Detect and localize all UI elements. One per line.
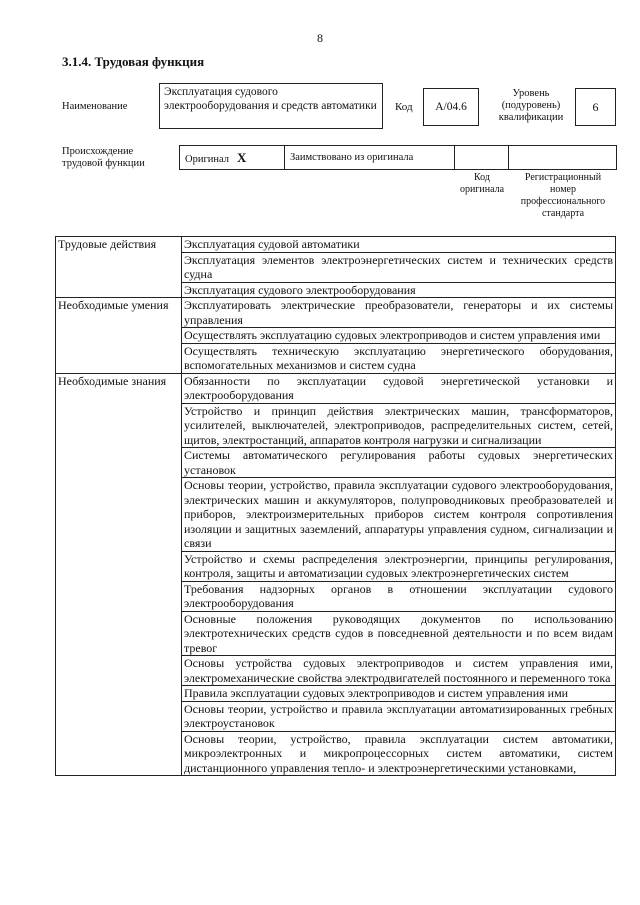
knowledge-item: Основы теории, устройство, правила эксплуатации систем автоматики, микроэлектронных и микропроцессорных систем автоматики, систем дистанционного управления тепло- и электроэнергетическими установками, (182, 731, 616, 776)
page-number: 8 (317, 31, 323, 45)
knowledge-item: Устройство и схемы распределения электроэнергии, принципы регулирования, контроля, защиты и автоматизации судовых электроэнергетических систем (182, 551, 616, 581)
code-label: Код (395, 101, 413, 113)
origin-code-cell (455, 146, 509, 170)
origin-reg-caption-line-4: стандарта (541, 208, 585, 219)
table-row (56, 237, 616, 253)
table-row (56, 373, 616, 403)
origin-reg-caption-line-2: номер (550, 184, 576, 195)
knowledge-item: Основы устройства судовых электроприводов и систем управления ими, электромеханические свойства электродвигателей постоянного и переменного тока (182, 656, 616, 686)
function-table (55, 236, 616, 776)
action-item: Эксплуатация судового электрооборудования (182, 282, 616, 298)
origin-code-caption (455, 172, 509, 196)
origin-code-caption-line-1: Код (474, 172, 490, 183)
origin-original-cell (180, 146, 285, 170)
level-label-line-3: квалификации (498, 112, 564, 123)
level-label-line-1: Уровень (512, 88, 550, 99)
origin-reg-caption-line-3: профессионального (520, 196, 606, 207)
origin-label-line-2: трудовой функции (62, 158, 145, 169)
knowledge-category-cell (56, 373, 182, 776)
borrowed-label: Заимствовано из оригинала (290, 152, 414, 163)
table-row (56, 298, 616, 328)
knowledge-item: Обязанности по эксплуатации судовой энергетической установки и электрооборудования (182, 373, 616, 403)
skills-category-cell (56, 298, 182, 374)
actions-category-label: Трудовые действия (58, 237, 157, 251)
level-value: 6 (592, 100, 599, 114)
origin-label-line-1: Происхождение (62, 146, 134, 157)
level-label (492, 88, 570, 124)
code-value: A/04.6 (435, 101, 467, 113)
origin-reg-caption-line-1: Регистрационный (524, 172, 602, 183)
name-value-box (159, 83, 383, 129)
knowledge-item: Правила эксплуатации судовых электроприводов и систем управления ими (182, 686, 616, 702)
name-label: Наименование (62, 101, 128, 112)
level-label-line-2: (подуровень) (501, 100, 561, 111)
skill-item: Эксплуатировать электрические преобразователи, генераторы и их системы управления (182, 298, 616, 328)
action-item: Эксплуатация судовой автоматики (182, 237, 616, 253)
section-title: 3.1.4. Трудовая функция (62, 54, 205, 69)
skill-item: Осуществлять техническую эксплуатацию энергетического оборудования, вспомогательных механизмов и систем судна (182, 343, 616, 373)
knowledge-item: Устройство и принцип действия электрических машин, трансформаторов, усилителей, выключателей, электроприводов, распределительных систем, сетей, щитов, электростанций, аппаратов контроля нагрузки и сигнализации (182, 403, 616, 448)
name-value: Эксплуатация судового электрооборудования и средств автоматики (164, 86, 377, 112)
knowledge-category-label: Необходимые знания (58, 373, 167, 388)
level-value-box (575, 88, 616, 126)
skill-item: Осуществлять эксплуатацию судовых электроприводов и систем управления ими (182, 328, 616, 344)
original-mark: X (237, 149, 247, 165)
origin-code-caption-line-2: оригинала (459, 184, 505, 195)
knowledge-item: Основы теории, устройство и правила эксплуатации автоматизированных гребных электроустановок (182, 701, 616, 731)
origin-label (62, 146, 145, 170)
knowledge-item: Основные положения руководящих документов по использованию электротехнических средств судов в повседневной деятельности и по всем видам тревог (182, 611, 616, 656)
knowledge-item: Основы теории, устройство, правила эксплуатации судового электрооборудования, электрических машин и аккумуляторов, полупроводниковых преобразователей и приборов, электроизмерительных приборов систем контроля сопротивления изоляции и защитных заземлений, аппаратуры управления судном, сигнализации и связи (182, 478, 616, 552)
action-item: Эксплуатация элементов электроэнергетических систем и технических средств судна (182, 252, 616, 282)
knowledge-item: Требования надзорных органов в отношении эксплуатации судового электрооборудования (182, 581, 616, 611)
actions-category-cell (56, 237, 182, 298)
skills-category-label: Необходимые умения (58, 298, 169, 312)
origin-reg-number-cell (509, 146, 617, 170)
original-label: Оригинал (185, 153, 229, 165)
origin-table (179, 145, 617, 170)
origin-reg-caption (509, 172, 617, 220)
origin-borrowed-cell (285, 146, 455, 170)
code-value-box (423, 88, 479, 126)
knowledge-item: Системы автоматического регулирования работы судовых энергетических установок (182, 448, 616, 478)
